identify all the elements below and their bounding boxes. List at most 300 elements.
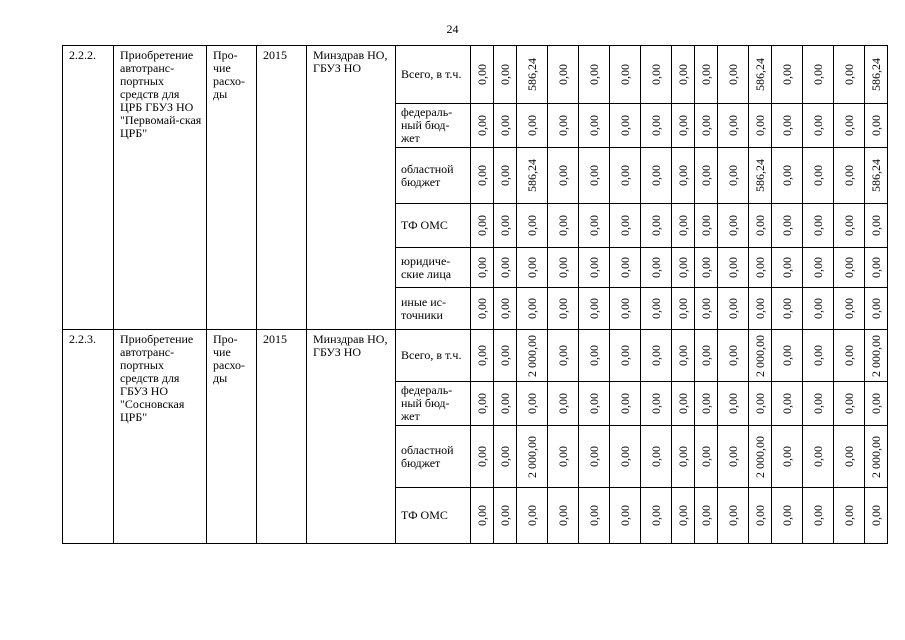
value-text: 0,00 xyxy=(779,298,794,319)
funding-source: ТФ ОМС xyxy=(396,488,471,544)
value-cell xyxy=(834,426,865,488)
value-cell xyxy=(548,248,579,288)
value-text: 2 000,00 xyxy=(868,334,883,377)
value-text: 0,00 xyxy=(841,115,856,136)
value-cell xyxy=(695,382,718,426)
value-text: 0,00 xyxy=(779,345,794,366)
value-text: 0,00 xyxy=(810,446,825,467)
value-cell xyxy=(517,46,548,104)
value-text: 0,00 xyxy=(675,64,690,85)
value-cell xyxy=(579,330,610,382)
value-text: 0,00 xyxy=(586,165,601,186)
value-text: 0,00 xyxy=(841,165,856,186)
value-text: 0,00 xyxy=(524,215,539,236)
value-text: 0,00 xyxy=(698,298,713,319)
value-cell xyxy=(471,330,494,382)
item-executor: Минздрав НО, ГБУЗ НО xyxy=(307,46,396,330)
value-text: 0,00 xyxy=(617,446,632,467)
value-text: 0,00 xyxy=(841,215,856,236)
value-cell xyxy=(579,46,610,104)
value-text: 0,00 xyxy=(586,446,601,467)
value-text: 0,00 xyxy=(698,115,713,136)
value-text: 0,00 xyxy=(524,298,539,319)
value-text: 0,00 xyxy=(586,115,601,136)
value-text: 0,00 xyxy=(555,345,570,366)
value-cell xyxy=(672,148,695,204)
value-cell xyxy=(718,426,749,488)
value-cell xyxy=(718,204,749,248)
value-cell xyxy=(517,382,548,426)
value-text: 0,00 xyxy=(586,257,601,278)
value-cell xyxy=(494,382,517,426)
value-text: 0,00 xyxy=(617,257,632,278)
value-text: 0,00 xyxy=(524,115,539,136)
value-cell xyxy=(641,330,672,382)
value-text: 0,00 xyxy=(810,505,825,526)
value-cell xyxy=(471,248,494,288)
table-row xyxy=(63,46,888,104)
value-cell xyxy=(695,288,718,330)
value-cell xyxy=(834,382,865,426)
value-text: 0,00 xyxy=(675,505,690,526)
value-text: 0,00 xyxy=(586,345,601,366)
value-cell xyxy=(548,104,579,148)
value-text: 0,00 xyxy=(752,505,767,526)
value-text: 0,00 xyxy=(474,505,489,526)
expense-type: Про-чие расхо-ды xyxy=(207,330,257,544)
value-text: 0,00 xyxy=(725,64,740,85)
value-cell xyxy=(672,426,695,488)
value-text: 0,00 xyxy=(675,257,690,278)
value-text: 0,00 xyxy=(841,257,856,278)
funding-source: Всего, в т.ч. xyxy=(396,330,471,382)
value-text: 0,00 xyxy=(868,393,883,414)
value-text: 0,00 xyxy=(648,165,663,186)
value-text: 0,00 xyxy=(648,345,663,366)
value-cell xyxy=(494,288,517,330)
value-text: 0,00 xyxy=(474,345,489,366)
value-cell xyxy=(548,382,579,426)
value-text: 0,00 xyxy=(617,393,632,414)
value-cell xyxy=(834,46,865,104)
value-text: 0,00 xyxy=(474,215,489,236)
value-text: 0,00 xyxy=(497,215,512,236)
value-cell xyxy=(579,288,610,330)
value-text: 0,00 xyxy=(497,257,512,278)
funding-source: юридиче-ские лица xyxy=(396,248,471,288)
value-text: 0,00 xyxy=(586,298,601,319)
value-text: 0,00 xyxy=(841,505,856,526)
value-cell xyxy=(641,148,672,204)
value-text: 0,00 xyxy=(555,446,570,467)
value-cell xyxy=(610,488,641,544)
value-cell xyxy=(865,382,888,426)
value-text: 586,24 xyxy=(524,58,539,91)
value-cell xyxy=(749,46,772,104)
value-cell xyxy=(548,488,579,544)
value-cell xyxy=(772,148,803,204)
value-cell xyxy=(548,46,579,104)
value-text: 0,00 xyxy=(497,115,512,136)
value-text: 0,00 xyxy=(648,393,663,414)
value-cell xyxy=(803,288,834,330)
value-text: 0,00 xyxy=(810,257,825,278)
value-text: 0,00 xyxy=(779,115,794,136)
value-cell xyxy=(718,382,749,426)
value-text: 586,24 xyxy=(868,159,883,192)
value-cell xyxy=(834,330,865,382)
value-text: 0,00 xyxy=(752,115,767,136)
value-cell xyxy=(772,426,803,488)
value-cell xyxy=(749,488,772,544)
value-text: 0,00 xyxy=(497,446,512,467)
item-year: 2015 xyxy=(257,330,307,544)
value-text: 0,00 xyxy=(497,393,512,414)
value-cell xyxy=(641,204,672,248)
value-text: 0,00 xyxy=(675,215,690,236)
table-body xyxy=(63,46,888,544)
item-code: 2.2.2. xyxy=(63,46,114,330)
value-text: 0,00 xyxy=(779,446,794,467)
item-year: 2015 xyxy=(257,46,307,330)
value-text: 586,24 xyxy=(868,58,883,91)
value-text: 0,00 xyxy=(617,215,632,236)
value-text: 0,00 xyxy=(868,298,883,319)
value-text: 0,00 xyxy=(675,165,690,186)
value-cell xyxy=(772,488,803,544)
value-text: 0,00 xyxy=(617,64,632,85)
value-cell xyxy=(471,104,494,148)
value-text: 0,00 xyxy=(841,446,856,467)
value-text: 0,00 xyxy=(474,64,489,85)
value-text: 0,00 xyxy=(555,115,570,136)
value-cell xyxy=(641,46,672,104)
value-text: 0,00 xyxy=(675,115,690,136)
value-cell xyxy=(834,488,865,544)
value-cell xyxy=(471,426,494,488)
value-text: 0,00 xyxy=(810,115,825,136)
value-text: 0,00 xyxy=(586,505,601,526)
value-cell xyxy=(772,330,803,382)
value-cell xyxy=(865,330,888,382)
value-text: 0,00 xyxy=(648,505,663,526)
value-cell xyxy=(865,426,888,488)
value-text: 0,00 xyxy=(779,257,794,278)
value-text: 0,00 xyxy=(725,298,740,319)
value-text: 0,00 xyxy=(810,393,825,414)
funding-source: федераль-ный бюд-жет xyxy=(396,104,471,148)
value-text: 2 000,00 xyxy=(524,435,539,478)
value-text: 0,00 xyxy=(752,215,767,236)
value-text: 0,00 xyxy=(617,115,632,136)
value-cell xyxy=(749,426,772,488)
value-text: 0,00 xyxy=(868,215,883,236)
value-text: 0,00 xyxy=(474,115,489,136)
value-text: 0,00 xyxy=(868,257,883,278)
value-cell xyxy=(494,104,517,148)
value-text: 0,00 xyxy=(779,64,794,85)
value-cell xyxy=(548,288,579,330)
value-text: 0,00 xyxy=(698,165,713,186)
value-cell xyxy=(517,426,548,488)
value-cell xyxy=(718,148,749,204)
value-text: 0,00 xyxy=(586,393,601,414)
value-cell xyxy=(610,248,641,288)
value-cell xyxy=(749,330,772,382)
value-text: 0,00 xyxy=(555,393,570,414)
value-cell xyxy=(548,204,579,248)
value-cell xyxy=(865,488,888,544)
value-cell xyxy=(865,148,888,204)
value-text: 0,00 xyxy=(779,165,794,186)
funding-source: областной бюджет xyxy=(396,426,471,488)
value-text: 0,00 xyxy=(474,257,489,278)
value-text: 0,00 xyxy=(497,298,512,319)
value-cell xyxy=(803,46,834,104)
value-cell xyxy=(471,382,494,426)
value-cell xyxy=(471,148,494,204)
item-name: Приобретение автотранс-портных средств для ЦРБ ГБУЗ НО "Первомай-ская ЦРБ" xyxy=(114,46,207,330)
value-cell xyxy=(718,288,749,330)
funding-source: иные ис-точники xyxy=(396,288,471,330)
value-text: 0,00 xyxy=(648,215,663,236)
value-cell xyxy=(494,46,517,104)
value-text: 0,00 xyxy=(698,257,713,278)
value-cell xyxy=(579,104,610,148)
value-cell xyxy=(772,288,803,330)
value-cell xyxy=(749,382,772,426)
value-cell xyxy=(641,382,672,426)
value-text: 0,00 xyxy=(868,115,883,136)
value-text: 0,00 xyxy=(698,215,713,236)
value-cell xyxy=(865,104,888,148)
value-cell xyxy=(517,288,548,330)
value-text: 0,00 xyxy=(752,298,767,319)
value-text: 0,00 xyxy=(617,298,632,319)
value-cell xyxy=(610,104,641,148)
value-cell xyxy=(749,248,772,288)
value-cell xyxy=(548,426,579,488)
value-cell xyxy=(803,148,834,204)
value-text: 0,00 xyxy=(474,165,489,186)
value-text: 0,00 xyxy=(524,505,539,526)
value-text: 0,00 xyxy=(841,298,856,319)
value-text: 0,00 xyxy=(698,64,713,85)
value-cell xyxy=(517,488,548,544)
value-text: 0,00 xyxy=(752,393,767,414)
value-cell xyxy=(749,104,772,148)
value-cell xyxy=(494,204,517,248)
value-cell xyxy=(749,204,772,248)
value-cell xyxy=(672,330,695,382)
value-text: 0,00 xyxy=(586,64,601,85)
value-text: 0,00 xyxy=(648,446,663,467)
value-cell xyxy=(695,248,718,288)
value-text: 0,00 xyxy=(648,64,663,85)
value-cell xyxy=(834,104,865,148)
value-cell xyxy=(641,288,672,330)
value-cell xyxy=(772,248,803,288)
value-cell xyxy=(672,488,695,544)
value-cell xyxy=(517,248,548,288)
value-text: 0,00 xyxy=(648,257,663,278)
value-cell xyxy=(579,148,610,204)
value-text: 0,00 xyxy=(617,165,632,186)
value-cell xyxy=(471,46,494,104)
value-cell xyxy=(641,426,672,488)
value-text: 2 000,00 xyxy=(524,334,539,377)
value-cell xyxy=(494,426,517,488)
value-text: 0,00 xyxy=(725,165,740,186)
value-cell xyxy=(610,46,641,104)
value-cell xyxy=(517,104,548,148)
value-cell xyxy=(865,288,888,330)
value-text: 0,00 xyxy=(617,505,632,526)
value-cell xyxy=(865,204,888,248)
value-text: 2 000,00 xyxy=(868,435,883,478)
value-text: 0,00 xyxy=(675,393,690,414)
value-cell xyxy=(579,248,610,288)
value-text: 0,00 xyxy=(648,115,663,136)
value-cell xyxy=(610,288,641,330)
value-text: 0,00 xyxy=(698,345,713,366)
value-cell xyxy=(772,382,803,426)
value-text: 0,00 xyxy=(648,298,663,319)
value-text: 0,00 xyxy=(725,393,740,414)
value-text: 0,00 xyxy=(474,298,489,319)
value-text: 0,00 xyxy=(524,393,539,414)
value-text: 0,00 xyxy=(810,215,825,236)
value-cell xyxy=(695,46,718,104)
value-text: 0,00 xyxy=(810,64,825,85)
budget-table xyxy=(62,45,888,544)
value-cell xyxy=(803,488,834,544)
value-text: 0,00 xyxy=(725,215,740,236)
value-cell xyxy=(610,330,641,382)
item-name: Приобретение автотранс-портных средств для ГБУЗ НО "Сосновская ЦРБ" xyxy=(114,330,207,544)
value-text: 0,00 xyxy=(555,64,570,85)
value-cell xyxy=(579,488,610,544)
value-cell xyxy=(834,288,865,330)
value-text: 0,00 xyxy=(725,257,740,278)
value-text: 0,00 xyxy=(841,64,856,85)
value-cell xyxy=(834,148,865,204)
value-cell xyxy=(718,104,749,148)
value-text: 0,00 xyxy=(497,165,512,186)
value-text: 0,00 xyxy=(698,505,713,526)
value-cell xyxy=(695,488,718,544)
value-cell xyxy=(803,426,834,488)
value-cell xyxy=(772,46,803,104)
value-cell xyxy=(517,204,548,248)
table-row xyxy=(63,330,888,382)
value-cell xyxy=(471,204,494,248)
value-text: 0,00 xyxy=(555,298,570,319)
value-cell xyxy=(494,330,517,382)
value-cell xyxy=(718,248,749,288)
item-code: 2.2.3. xyxy=(63,330,114,544)
value-cell xyxy=(803,382,834,426)
value-text: 0,00 xyxy=(779,215,794,236)
value-cell xyxy=(672,104,695,148)
value-cell xyxy=(494,488,517,544)
value-cell xyxy=(672,204,695,248)
value-cell xyxy=(695,330,718,382)
value-cell xyxy=(695,426,718,488)
value-text: 2 000,00 xyxy=(752,435,767,478)
value-text: 0,00 xyxy=(497,64,512,85)
value-text: 0,00 xyxy=(675,345,690,366)
value-text: 0,00 xyxy=(841,345,856,366)
value-text: 2 000,00 xyxy=(752,334,767,377)
value-cell xyxy=(772,104,803,148)
value-text: 0,00 xyxy=(779,393,794,414)
value-text: 0,00 xyxy=(474,393,489,414)
value-text: 0,00 xyxy=(779,505,794,526)
funding-source: ТФ ОМС xyxy=(396,204,471,248)
funding-source: Всего, в т.ч. xyxy=(396,46,471,104)
value-cell xyxy=(718,46,749,104)
value-cell xyxy=(803,248,834,288)
value-cell xyxy=(718,330,749,382)
value-cell xyxy=(548,148,579,204)
value-cell xyxy=(718,488,749,544)
value-cell xyxy=(834,204,865,248)
funding-source: областной бюджет xyxy=(396,148,471,204)
value-cell xyxy=(471,288,494,330)
value-text: 0,00 xyxy=(497,505,512,526)
page-number: 24 xyxy=(446,22,459,36)
value-cell xyxy=(641,488,672,544)
value-cell xyxy=(579,426,610,488)
value-cell xyxy=(548,330,579,382)
value-text: 0,00 xyxy=(725,505,740,526)
value-cell xyxy=(695,104,718,148)
value-text: 0,00 xyxy=(474,446,489,467)
value-text: 0,00 xyxy=(810,165,825,186)
value-text: 0,00 xyxy=(555,165,570,186)
value-cell xyxy=(494,148,517,204)
value-cell xyxy=(672,248,695,288)
value-cell xyxy=(672,46,695,104)
value-cell xyxy=(641,104,672,148)
value-cell xyxy=(610,148,641,204)
value-cell xyxy=(579,204,610,248)
value-cell xyxy=(865,248,888,288)
value-cell xyxy=(494,248,517,288)
value-cell xyxy=(803,104,834,148)
value-cell xyxy=(610,382,641,426)
value-cell xyxy=(749,288,772,330)
value-text: 0,00 xyxy=(810,345,825,366)
value-cell xyxy=(641,248,672,288)
value-text: 586,24 xyxy=(752,58,767,91)
value-cell xyxy=(610,426,641,488)
value-text: 0,00 xyxy=(698,393,713,414)
item-executor: Минздрав НО, ГБУЗ НО xyxy=(307,330,396,544)
value-cell xyxy=(695,148,718,204)
value-cell xyxy=(803,204,834,248)
value-cell xyxy=(803,330,834,382)
value-text: 0,00 xyxy=(497,345,512,366)
value-cell xyxy=(517,330,548,382)
value-cell xyxy=(772,204,803,248)
value-text: 0,00 xyxy=(868,505,883,526)
value-cell xyxy=(517,148,548,204)
value-cell xyxy=(471,488,494,544)
value-text: 0,00 xyxy=(555,505,570,526)
value-text: 0,00 xyxy=(752,257,767,278)
